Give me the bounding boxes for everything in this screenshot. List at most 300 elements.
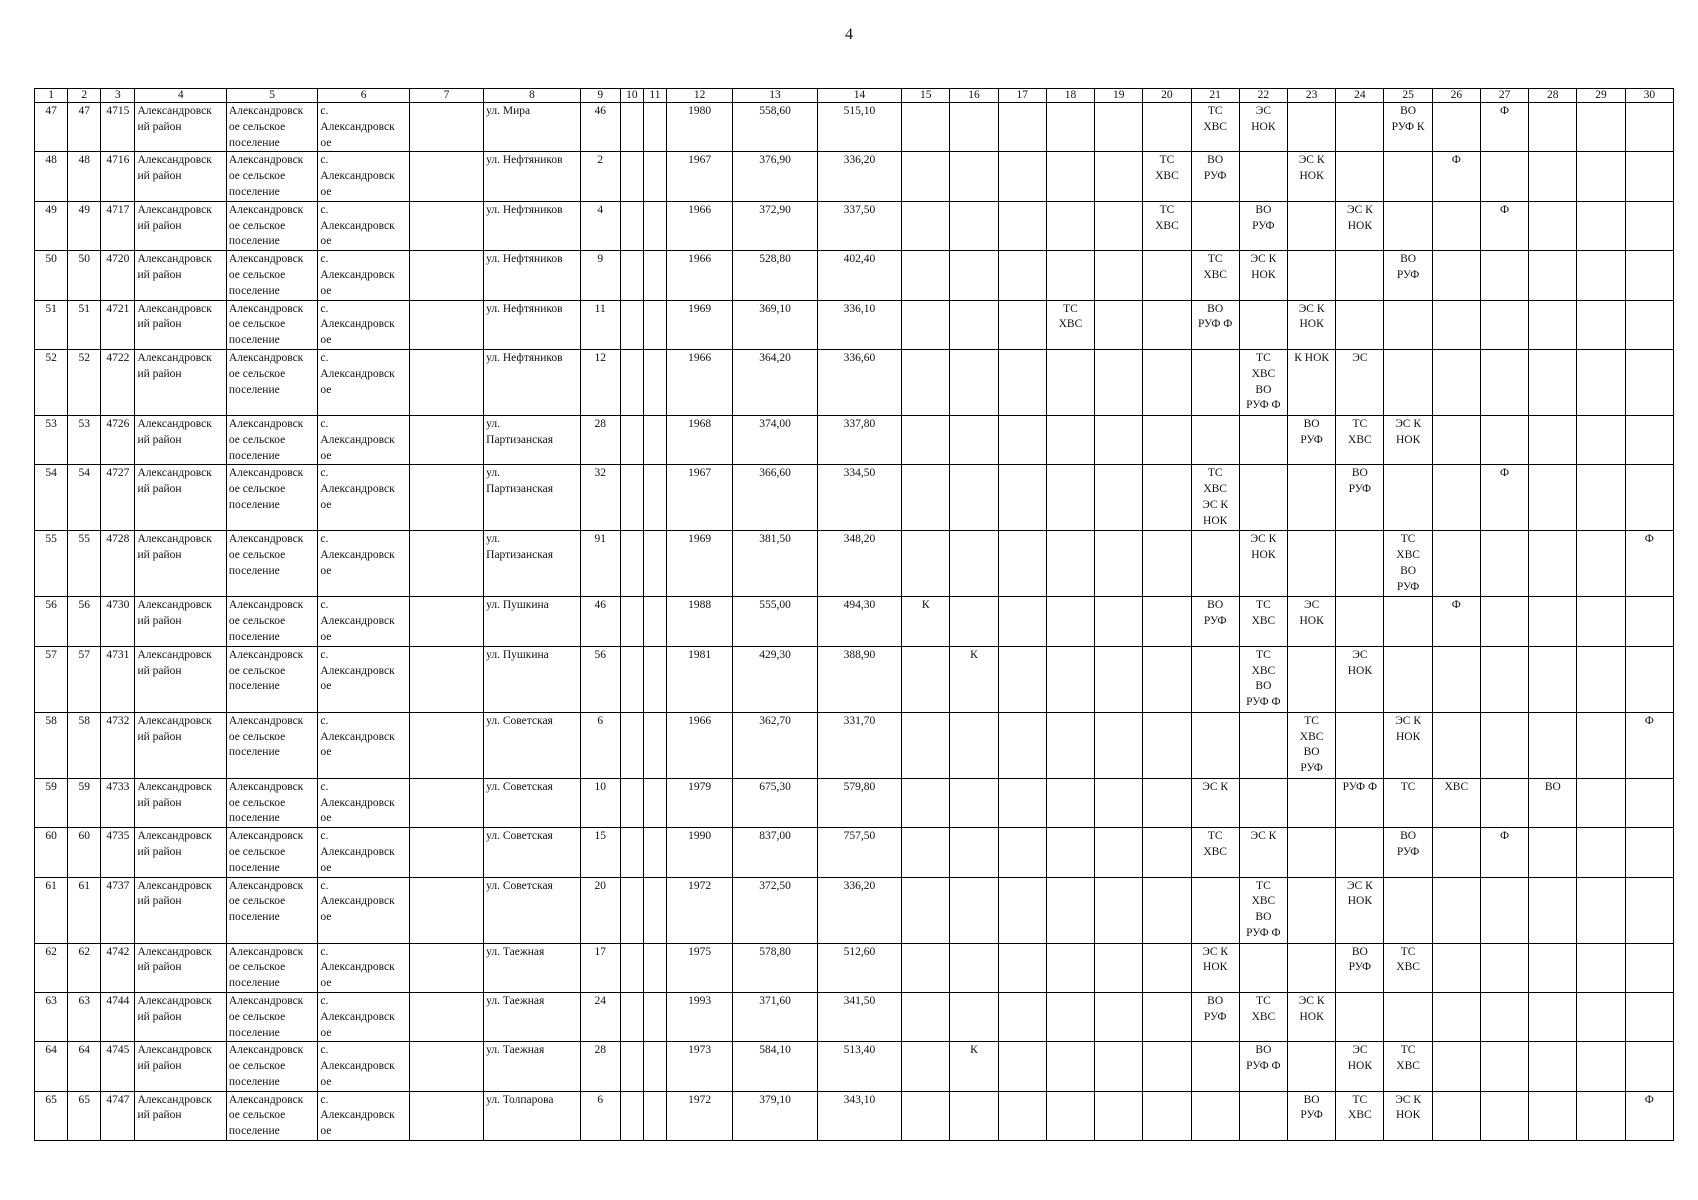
- column-header-16: 16: [950, 89, 998, 103]
- column-header-22: 22: [1239, 89, 1287, 103]
- table-cell-col-29: [1577, 531, 1625, 597]
- table-cell-col-11: [643, 646, 666, 712]
- table-cell-col-8: ул. Пушкина: [484, 597, 580, 646]
- table-cell-col-25: ЭС К НОК: [1384, 1091, 1432, 1140]
- table-cell-col-16: [950, 992, 998, 1041]
- table-cell-col-10: [620, 251, 643, 300]
- table-cell-col-28: [1529, 877, 1577, 943]
- table-cell-col-8: ул. Нефтяников: [484, 251, 580, 300]
- table-cell-col-15: [902, 877, 950, 943]
- table-cell-col-12: 1981: [667, 646, 733, 712]
- table-cell-col-16: [950, 152, 998, 201]
- table-cell-col-15: [902, 828, 950, 877]
- table-cell-col-28: [1529, 992, 1577, 1041]
- table-cell-col-6: с. Александровск ое: [318, 465, 409, 531]
- table-cell-col-21: [1191, 1091, 1239, 1140]
- table-cell-col-24: [1336, 531, 1384, 597]
- table-cell-col-19: [1095, 1091, 1143, 1140]
- table-cell-col-21: ВО РУФ Ф: [1191, 300, 1239, 349]
- table-cell-col-17: [998, 349, 1046, 415]
- table-cell-col-22: [1239, 300, 1287, 349]
- table-cell-col-29: [1577, 152, 1625, 201]
- table-cell-col-2: 49: [68, 201, 101, 250]
- table-cell-col-14: 512,60: [817, 943, 901, 992]
- table-cell-col-9: 17: [580, 943, 620, 992]
- table-cell-col-25: ТС ХВС ВО РУФ: [1384, 531, 1432, 597]
- table-cell-col-4: Александровск ий район: [135, 1091, 226, 1140]
- table-cell-col-13: 376,90: [733, 152, 817, 201]
- register-table: [34, 88, 1674, 1141]
- table-cell-col-8: ул. Партизанская: [484, 465, 580, 531]
- table-cell-col-9: 32: [580, 465, 620, 531]
- table-cell-col-24: [1336, 152, 1384, 201]
- table-cell-col-2: 55: [68, 531, 101, 597]
- table-cell-col-21: [1191, 712, 1239, 778]
- table-cell-col-1: 60: [35, 828, 68, 877]
- table-cell-col-23: [1288, 646, 1336, 712]
- column-header-7: 7: [409, 89, 483, 103]
- table-cell-col-9: 10: [580, 778, 620, 827]
- table-cell-col-27: [1480, 531, 1528, 597]
- table-cell-col-8: ул. Пушкина: [484, 646, 580, 712]
- table-cell-col-21: [1191, 646, 1239, 712]
- table-cell-col-24: РУФ Ф: [1336, 778, 1384, 827]
- table-cell-col-17: [998, 943, 1046, 992]
- table-cell-col-13: 578,80: [733, 943, 817, 992]
- table-cell-col-26: Ф: [1432, 597, 1480, 646]
- table-cell-col-9: 28: [580, 415, 620, 464]
- table-body: [35, 103, 1674, 1141]
- table-row: [35, 103, 1674, 152]
- table-cell-col-6: с. Александровск ое: [318, 349, 409, 415]
- table-cell-col-21: ЭС К НОК: [1191, 943, 1239, 992]
- table-cell-col-23: К НОК: [1288, 349, 1336, 415]
- table-cell-col-7: [409, 1091, 483, 1140]
- table-cell-col-25: [1384, 646, 1432, 712]
- table-cell-col-23: [1288, 877, 1336, 943]
- table-cell-col-1: 51: [35, 300, 68, 349]
- table-cell-col-9: 46: [580, 597, 620, 646]
- table-cell-col-5: Александровск ое сельское поселение: [226, 646, 317, 712]
- table-cell-col-1: 53: [35, 415, 68, 464]
- table-cell-col-22: ТС ХВС: [1239, 992, 1287, 1041]
- table-cell-col-3: 4730: [101, 597, 135, 646]
- table-cell-col-16: [950, 300, 998, 349]
- table-cell-col-7: [409, 943, 483, 992]
- table-cell-col-22: ЭС К: [1239, 828, 1287, 877]
- table-cell-col-1: 54: [35, 465, 68, 531]
- table-cell-col-26: [1432, 465, 1480, 531]
- table-cell-col-20: [1143, 778, 1191, 827]
- table-cell-col-9: 56: [580, 646, 620, 712]
- table-cell-col-6: с. Александровск ое: [318, 712, 409, 778]
- table-cell-col-28: [1529, 1042, 1577, 1091]
- table-cell-col-14: 336,60: [817, 349, 901, 415]
- table-cell-col-11: [643, 828, 666, 877]
- table-cell-col-4: Александровск ий район: [135, 300, 226, 349]
- table-cell-col-9: 2: [580, 152, 620, 201]
- table-cell-col-17: [998, 531, 1046, 597]
- table-cell-col-13: 369,10: [733, 300, 817, 349]
- table-cell-col-5: Александровск ое сельское поселение: [226, 300, 317, 349]
- table-cell-col-2: 60: [68, 828, 101, 877]
- table-cell-col-17: [998, 992, 1046, 1041]
- column-header-10: 10: [620, 89, 643, 103]
- table-cell-col-12: 1972: [667, 877, 733, 943]
- table-cell-col-6: с. Александровск ое: [318, 943, 409, 992]
- column-header-6: 6: [318, 89, 409, 103]
- table-cell-col-18: [1046, 349, 1094, 415]
- table-cell-col-18: [1046, 877, 1094, 943]
- table-cell-col-19: [1095, 531, 1143, 597]
- table-cell-col-8: ул. Таежная: [484, 1042, 580, 1091]
- table-cell-col-14: 757,50: [817, 828, 901, 877]
- table-cell-col-10: [620, 828, 643, 877]
- table-cell-col-20: [1143, 712, 1191, 778]
- table-cell-col-4: Александровск ий район: [135, 152, 226, 201]
- table-cell-col-24: ЭС НОК: [1336, 646, 1384, 712]
- table-cell-col-12: 1966: [667, 201, 733, 250]
- table-cell-col-16: [950, 597, 998, 646]
- column-header-24: 24: [1336, 89, 1384, 103]
- table-cell-col-27: [1480, 349, 1528, 415]
- table-cell-col-30: [1625, 828, 1673, 877]
- table-cell-col-26: [1432, 1091, 1480, 1140]
- column-header-26: 26: [1432, 89, 1480, 103]
- table-cell-col-29: [1577, 1042, 1625, 1091]
- column-header-20: 20: [1143, 89, 1191, 103]
- table-cell-col-28: [1529, 828, 1577, 877]
- table-cell-col-13: 528,80: [733, 251, 817, 300]
- table-cell-col-11: [643, 992, 666, 1041]
- table-cell-col-20: [1143, 465, 1191, 531]
- column-header-25: 25: [1384, 89, 1432, 103]
- table-cell-col-28: [1529, 201, 1577, 250]
- table-cell-col-15: [902, 531, 950, 597]
- table-cell-col-24: [1336, 597, 1384, 646]
- table-cell-col-10: [620, 152, 643, 201]
- table-cell-col-18: [1046, 597, 1094, 646]
- table-cell-col-6: с. Александровск ое: [318, 597, 409, 646]
- table-cell-col-1: 65: [35, 1091, 68, 1140]
- table-cell-col-17: [998, 597, 1046, 646]
- table-cell-col-10: [620, 1091, 643, 1140]
- column-header-21: 21: [1191, 89, 1239, 103]
- table-cell-col-24: ВО РУФ: [1336, 465, 1384, 531]
- table-cell-col-29: [1577, 828, 1625, 877]
- table-cell-col-26: [1432, 531, 1480, 597]
- table-cell-col-2: 57: [68, 646, 101, 712]
- table-cell-col-8: ул. Таежная: [484, 943, 580, 992]
- table-cell-col-6: с. Александровск ое: [318, 877, 409, 943]
- table-cell-col-28: [1529, 251, 1577, 300]
- table-row: [35, 828, 1674, 877]
- table-cell-col-26: [1432, 349, 1480, 415]
- column-header-13: 13: [733, 89, 817, 103]
- table-cell-col-17: [998, 465, 1046, 531]
- table-cell-col-24: ТС ХВС: [1336, 415, 1384, 464]
- table-row: [35, 712, 1674, 778]
- table-cell-col-24: ВО РУФ: [1336, 943, 1384, 992]
- column-header-14: 14: [817, 89, 901, 103]
- table-cell-col-10: [620, 877, 643, 943]
- table-cell-col-5: Александровск ое сельское поселение: [226, 1091, 317, 1140]
- table-cell-col-4: Александровск ий район: [135, 1042, 226, 1091]
- table-cell-col-21: ТС ХВС: [1191, 828, 1239, 877]
- table-cell-col-21: [1191, 415, 1239, 464]
- table-cell-col-30: [1625, 597, 1673, 646]
- table-cell-col-26: ХВС: [1432, 778, 1480, 827]
- table-cell-col-9: 6: [580, 712, 620, 778]
- table-cell-col-20: [1143, 103, 1191, 152]
- table-cell-col-19: [1095, 1042, 1143, 1091]
- table-cell-col-30: [1625, 778, 1673, 827]
- table-cell-col-7: [409, 877, 483, 943]
- table-row: [35, 349, 1674, 415]
- table-cell-col-22: ВО РУФ Ф: [1239, 1042, 1287, 1091]
- table-cell-col-2: 58: [68, 712, 101, 778]
- table-cell-col-30: [1625, 1042, 1673, 1091]
- table-cell-col-14: 402,40: [817, 251, 901, 300]
- table-cell-col-12: 1972: [667, 1091, 733, 1140]
- column-header-9: 9: [580, 89, 620, 103]
- table-cell-col-8: ул. Партизанская: [484, 415, 580, 464]
- table-cell-col-23: ВО РУФ: [1288, 1091, 1336, 1140]
- table-cell-col-4: Александровск ий район: [135, 828, 226, 877]
- table-cell-col-24: ТС ХВС: [1336, 1091, 1384, 1140]
- table-row: [35, 1091, 1674, 1140]
- table-cell-col-15: [902, 943, 950, 992]
- table-cell-col-26: [1432, 877, 1480, 943]
- table-cell-col-12: 1966: [667, 712, 733, 778]
- table-cell-col-2: 47: [68, 103, 101, 152]
- table-cell-col-4: Александровск ий район: [135, 415, 226, 464]
- column-header-2: 2: [68, 89, 101, 103]
- table-cell-col-3: 4745: [101, 1042, 135, 1091]
- table-cell-col-24: [1336, 828, 1384, 877]
- table-cell-col-2: 52: [68, 349, 101, 415]
- table-cell-col-28: [1529, 465, 1577, 531]
- table-cell-col-6: с. Александровск ое: [318, 152, 409, 201]
- table-cell-col-20: ТС ХВС: [1143, 152, 1191, 201]
- table-row: [35, 201, 1674, 250]
- table-cell-col-25: [1384, 877, 1432, 943]
- table-cell-col-2: 61: [68, 877, 101, 943]
- table-cell-col-27: [1480, 152, 1528, 201]
- table-cell-col-10: [620, 597, 643, 646]
- table-cell-col-29: [1577, 465, 1625, 531]
- table-cell-col-5: Александровск ое сельское поселение: [226, 992, 317, 1041]
- table-cell-col-17: [998, 778, 1046, 827]
- table-cell-col-27: [1480, 992, 1528, 1041]
- table-cell-col-25: [1384, 992, 1432, 1041]
- column-header-28: 28: [1529, 89, 1577, 103]
- table-cell-col-27: [1480, 877, 1528, 943]
- table-cell-col-12: 1969: [667, 300, 733, 349]
- table-cell-col-16: [950, 943, 998, 992]
- table-cell-col-12: 1966: [667, 349, 733, 415]
- table-cell-col-4: Александровск ий район: [135, 531, 226, 597]
- table-cell-col-23: ТС ХВС ВО РУФ: [1288, 712, 1336, 778]
- table-cell-col-28: [1529, 1091, 1577, 1140]
- table-cell-col-17: [998, 201, 1046, 250]
- table-cell-col-2: 48: [68, 152, 101, 201]
- table-cell-col-6: с. Александровск ое: [318, 1042, 409, 1091]
- table-cell-col-29: [1577, 1091, 1625, 1140]
- table-cell-col-29: [1577, 597, 1625, 646]
- table-cell-col-11: [643, 465, 666, 531]
- table-cell-col-21: ВО РУФ: [1191, 152, 1239, 201]
- table-cell-col-21: ТС ХВС ЭС К НОК: [1191, 465, 1239, 531]
- table-cell-col-21: [1191, 201, 1239, 250]
- table-row: [35, 1042, 1674, 1091]
- table-cell-col-6: с. Александровск ое: [318, 415, 409, 464]
- table-cell-col-29: [1577, 778, 1625, 827]
- table-cell-col-19: [1095, 251, 1143, 300]
- table-cell-col-20: [1143, 300, 1191, 349]
- table-cell-col-10: [620, 415, 643, 464]
- table-cell-col-5: Александровск ое сельское поселение: [226, 877, 317, 943]
- column-header-15: 15: [902, 89, 950, 103]
- table-row: [35, 778, 1674, 827]
- table-cell-col-25: ЭС К НОК: [1384, 415, 1432, 464]
- table-cell-col-18: [1046, 992, 1094, 1041]
- table-cell-col-11: [643, 1042, 666, 1091]
- table-cell-col-27: Ф: [1480, 103, 1528, 152]
- table-cell-col-20: [1143, 597, 1191, 646]
- column-header-23: 23: [1288, 89, 1336, 103]
- table-cell-col-3: 4744: [101, 992, 135, 1041]
- table-header: [35, 89, 1674, 103]
- table-cell-col-22: [1239, 415, 1287, 464]
- column-header-11: 11: [643, 89, 666, 103]
- table-cell-col-22: [1239, 943, 1287, 992]
- table-cell-col-11: [643, 300, 666, 349]
- table-cell-col-19: [1095, 712, 1143, 778]
- table-cell-col-1: 56: [35, 597, 68, 646]
- table-cell-col-3: 4733: [101, 778, 135, 827]
- table-cell-col-29: [1577, 103, 1625, 152]
- table-cell-col-3: 4726: [101, 415, 135, 464]
- table-cell-col-29: [1577, 201, 1625, 250]
- table-cell-col-24: ЭС: [1336, 349, 1384, 415]
- table-row: [35, 531, 1674, 597]
- table-cell-col-10: [620, 646, 643, 712]
- table-cell-col-9: 20: [580, 877, 620, 943]
- table-cell-col-1: 62: [35, 943, 68, 992]
- table-cell-col-9: 6: [580, 1091, 620, 1140]
- table-cell-col-16: [950, 712, 998, 778]
- table-cell-col-26: [1432, 1042, 1480, 1091]
- table-cell-col-1: 63: [35, 992, 68, 1041]
- table-cell-col-10: [620, 1042, 643, 1091]
- table-cell-col-11: [643, 152, 666, 201]
- table-cell-col-29: [1577, 646, 1625, 712]
- table-cell-col-12: 1980: [667, 103, 733, 152]
- table-cell-col-30: [1625, 646, 1673, 712]
- table-cell-col-3: 4731: [101, 646, 135, 712]
- table-row: [35, 152, 1674, 201]
- table-cell-col-19: [1095, 828, 1143, 877]
- table-cell-col-10: [620, 712, 643, 778]
- column-header-5: 5: [226, 89, 317, 103]
- table-cell-col-11: [643, 201, 666, 250]
- table-cell-col-6: с. Александровск ое: [318, 646, 409, 712]
- table-cell-col-20: [1143, 415, 1191, 464]
- table-cell-col-16: К: [950, 646, 998, 712]
- table-cell-col-25: [1384, 152, 1432, 201]
- table-cell-col-15: [902, 712, 950, 778]
- table-cell-col-14: 336,20: [817, 877, 901, 943]
- table-cell-col-2: 54: [68, 465, 101, 531]
- table-cell-col-12: 1966: [667, 251, 733, 300]
- table-cell-col-8: ул. Советская: [484, 877, 580, 943]
- table-cell-col-25: [1384, 349, 1432, 415]
- table-cell-col-25: ТС: [1384, 778, 1432, 827]
- table-cell-col-7: [409, 251, 483, 300]
- table-cell-col-2: 50: [68, 251, 101, 300]
- table-cell-col-5: Александровск ое сельское поселение: [226, 251, 317, 300]
- table-cell-col-23: [1288, 465, 1336, 531]
- table-cell-col-12: 1973: [667, 1042, 733, 1091]
- table-cell-col-22: ТС ХВС ВО РУФ Ф: [1239, 877, 1287, 943]
- table-cell-col-9: 11: [580, 300, 620, 349]
- table-row: [35, 646, 1674, 712]
- table-cell-col-4: Александровск ий район: [135, 712, 226, 778]
- table-cell-col-2: 56: [68, 597, 101, 646]
- table-cell-col-26: [1432, 415, 1480, 464]
- table-cell-col-3: 4732: [101, 712, 135, 778]
- table-cell-col-10: [620, 103, 643, 152]
- table-cell-col-25: ВО РУФ: [1384, 828, 1432, 877]
- table-cell-col-30: [1625, 349, 1673, 415]
- table-cell-col-21: ВО РУФ: [1191, 597, 1239, 646]
- table-cell-col-8: ул. Нефтяников: [484, 201, 580, 250]
- table-row: [35, 300, 1674, 349]
- table-cell-col-28: [1529, 103, 1577, 152]
- table-cell-col-29: [1577, 943, 1625, 992]
- table-cell-col-30: [1625, 103, 1673, 152]
- table-cell-col-4: Александровск ий район: [135, 201, 226, 250]
- table-cell-col-25: ВО РУФ: [1384, 251, 1432, 300]
- table-cell-col-3: 4720: [101, 251, 135, 300]
- column-header-4: 4: [135, 89, 226, 103]
- table-cell-col-23: [1288, 1042, 1336, 1091]
- column-header-27: 27: [1480, 89, 1528, 103]
- table-cell-col-3: 4747: [101, 1091, 135, 1140]
- table-cell-col-6: с. Александровск ое: [318, 300, 409, 349]
- table-row: [35, 465, 1674, 531]
- table-cell-col-28: [1529, 646, 1577, 712]
- table-cell-col-8: ул. Нефтяников: [484, 152, 580, 201]
- table-cell-col-30: Ф: [1625, 1091, 1673, 1140]
- table-cell-col-5: Александровск ое сельское поселение: [226, 201, 317, 250]
- column-header-17: 17: [998, 89, 1046, 103]
- table-cell-col-19: [1095, 300, 1143, 349]
- table-cell-col-30: [1625, 152, 1673, 201]
- table-cell-col-30: Ф: [1625, 712, 1673, 778]
- table-cell-col-30: [1625, 943, 1673, 992]
- table-cell-col-28: [1529, 943, 1577, 992]
- table-cell-col-17: [998, 1042, 1046, 1091]
- table-cell-col-22: [1239, 1091, 1287, 1140]
- table-cell-col-17: [998, 103, 1046, 152]
- table-cell-col-16: [950, 778, 998, 827]
- table-cell-col-17: [998, 828, 1046, 877]
- table-cell-col-1: 50: [35, 251, 68, 300]
- table-cell-col-23: [1288, 828, 1336, 877]
- table-cell-col-15: [902, 201, 950, 250]
